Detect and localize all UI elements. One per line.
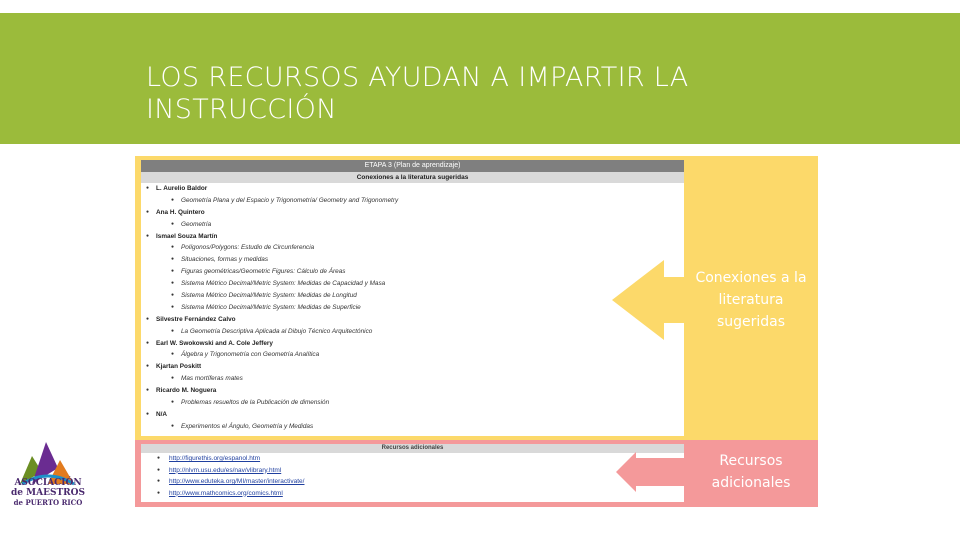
book-item: ● Geometría: [141, 219, 684, 231]
logo-line2: de MAESTROS: [11, 488, 85, 498]
resources-header: Recursos adicionales: [141, 444, 684, 453]
slide-title: [146, 62, 846, 126]
links-list: [141, 453, 684, 499]
logo-line1: ASOCIACIÓN: [14, 478, 82, 488]
literature-callout-line1: Conexiones a la: [695, 270, 807, 286]
author-item: ● Kjartan Poskitt: [141, 361, 684, 373]
book-item: ● Sistema Métrico Decimal/Metric System: Medidas de Capacidad y Masa: [141, 278, 684, 290]
book-item: ● Figuras geométricas/Geometric Figures: Cálculo de Áreas: [141, 266, 684, 278]
author-item: ● Ismael Souza Martín: [141, 231, 684, 243]
author-item: ● Silvestre Fernández Calvo: [141, 314, 684, 326]
resource-link[interactable]: ● http://figurethis.org/espanol.htm: [141, 453, 684, 465]
resources-callout-line2: adicionales: [711, 475, 791, 491]
book-item: ● Problemas resueltos de la Publicación de dimensión: [141, 397, 684, 409]
author-item: ● N/A: [141, 409, 684, 421]
resources-document: [141, 444, 684, 502]
stage-header: ETAPA 3 (Plan de aprendizaje): [141, 160, 684, 172]
book-item: ● Geometría Plana y del Espacio y Trigonometría/ Geometry and Trigonometry: [141, 195, 684, 207]
author-item: ● L. Aurelio Baldor: [141, 183, 684, 195]
resources-callout-line1: Recursos: [719, 453, 783, 469]
book-item: ● Experimentos el Ángulo, Geometría y Medidas: [141, 421, 684, 433]
literature-document: [141, 160, 684, 436]
book-item: ● Álgebra y Trigonometría con Geometría Analítica: [141, 349, 684, 361]
slide-title-line1: LOS RECURSOS AYUDAN A IMPARTIR LA: [146, 62, 689, 93]
book-item: ● Polígonos/Polygons: Estudio de Circunferencia: [141, 242, 684, 254]
resource-link[interactable]: ● http://www.mathcomics.org/comics.html: [141, 488, 684, 500]
book-item: ● Sistema Métrico Decimal/Metric System: Medidas de Longitud: [141, 290, 684, 302]
resource-link[interactable]: ● http://www.eduteka.org/MI/master/interactivate/: [141, 476, 684, 488]
book-item: ● Situaciones, formas y medidas: [141, 254, 684, 266]
logo-line3: de PUERTO RICO: [13, 498, 83, 507]
book-item: ● Sistema Métrico Decimal/Metric System: Medidas de Superficie: [141, 302, 684, 314]
book-item: ● La Geometría Descriptiva Aplicada al Dibujo Técnico Arquitectónico: [141, 326, 684, 338]
author-item: ● Ricardo M. Noguera: [141, 385, 684, 397]
logo-text: [8, 478, 88, 507]
section-header: Conexiones a la literatura sugeridas: [141, 172, 684, 183]
book-item: ● Mas mortíferas mates: [141, 373, 684, 385]
resource-link[interactable]: ● http://nlvm.usu.edu/es/nav/vlibrary.html: [141, 465, 684, 477]
slide-title-line2: INSTRUCCIÓN: [146, 94, 337, 125]
literature-callout-line2: literatura: [718, 292, 784, 308]
literature-callout: [684, 267, 818, 333]
author-item: ● Earl W. Swokowski and A. Cole Jeffery: [141, 338, 684, 350]
author-item: ● Ana H. Quintero: [141, 207, 684, 219]
authors-list: [141, 183, 684, 433]
resources-callout: [684, 450, 818, 494]
literature-callout-line3: sugeridas: [716, 314, 786, 330]
